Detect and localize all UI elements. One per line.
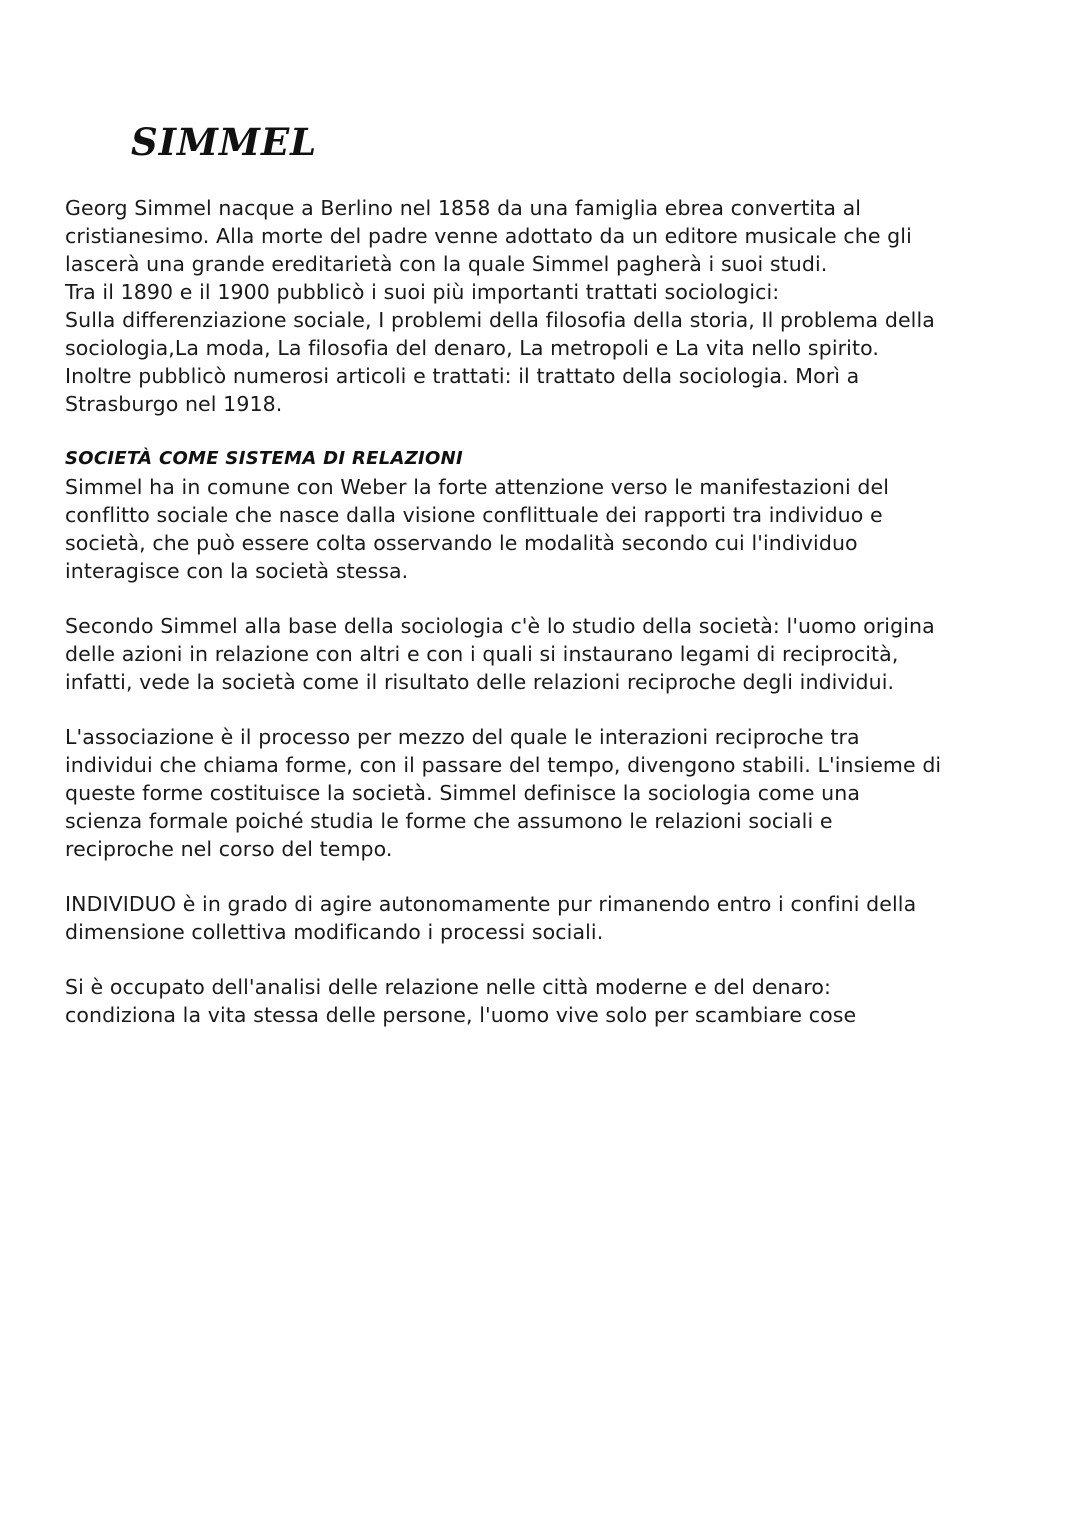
- text-line: Strasburgo nel 1918.: [65, 392, 283, 416]
- text-line: Secondo Simmel alla base della sociologia c'è lo studio della società: l'uomo origina: [65, 614, 935, 638]
- text-line: condiziona la vita stessa delle persone, l'uomo vive solo per scambiare cose: [65, 1003, 857, 1027]
- city-money-paragraph: [65, 973, 1025, 1029]
- text-line: Sulla differenziazione sociale, I problemi della filosofia della storia, Il problema della: [65, 308, 935, 332]
- page-title: SIMMEL: [131, 120, 318, 164]
- individual-paragraph: [65, 890, 1025, 946]
- text-line: cristianesimo. Alla morte del padre venne adottato da un editore musicale che gli: [65, 224, 912, 248]
- text-line: individui che chiama forme, con il passare del tempo, divengono stabili. L'insieme di: [65, 753, 942, 777]
- text-line: lascerà una grande ereditarietà con la quale Simmel pagherà i suoi studi.: [65, 252, 828, 276]
- section-heading: SOCIETÀ COME SISTEMA DI RELAZIONI: [65, 448, 464, 469]
- text-line: L'associazione è il processo per mezzo del quale le interazioni reciproche tra: [65, 725, 860, 749]
- text-line: Si è occupato dell'analisi delle relazione nelle città moderne e del denaro:: [65, 975, 832, 999]
- text-line: interagisce con la società stessa.: [65, 559, 409, 583]
- text-line: sociologia,La moda, La filosofia del denaro, La metropoli e La vita nello spirito.: [65, 336, 879, 360]
- sociology-paragraph: [65, 612, 1025, 696]
- paragraph-gap: [65, 418, 1025, 445]
- text-line: infatti, vede la società come il risultato delle relazioni reciproche degli individui.: [65, 670, 895, 694]
- text-line: INDIVIDUO è in grado di agire autonomamente pur rimanendo entro i confini della: [65, 892, 917, 916]
- relations-paragraph: [65, 473, 1025, 585]
- text-line: Georg Simmel nacque a Berlino nel 1858 da una famiglia ebrea convertita al: [65, 196, 862, 220]
- text-line: dimensione collettiva modificando i processi sociali.: [65, 920, 604, 944]
- intro-paragraph: [65, 194, 1025, 418]
- paragraph-gap: [65, 585, 1025, 612]
- document-body: [65, 194, 1025, 1029]
- paragraph-gap: [65, 863, 1025, 890]
- text-line: scienza formale poiché studia le forme che assumono le relazioni sociali e: [65, 809, 833, 833]
- text-line: conflitto sociale che nasce dalla visione conflittuale dei rapporti tra individuo e: [65, 503, 883, 527]
- text-line: Simmel ha in comune con Weber la forte attenzione verso le manifestazioni del: [65, 475, 889, 499]
- text-line: queste forme costituisce la società. Simmel definisce la sociologia come una: [65, 781, 860, 805]
- text-line: società, che può essere colta osservando le modalità secondo cui l'individuo: [65, 531, 858, 555]
- text-line: Inoltre pubblicò numerosi articoli e trattati: il trattato della sociologia. Morì a: [65, 364, 860, 388]
- paragraph-gap: [65, 946, 1025, 973]
- text-line: Tra il 1890 e il 1900 pubblicò i suoi più importanti trattati sociologici:: [65, 280, 780, 304]
- association-paragraph: [65, 723, 1025, 863]
- paragraph-gap: [65, 696, 1025, 723]
- text-line: reciproche nel corso del tempo.: [65, 837, 393, 861]
- text-line: delle azioni in relazione con altri e con i quali si instaurano legami di reciprocità,: [65, 642, 899, 666]
